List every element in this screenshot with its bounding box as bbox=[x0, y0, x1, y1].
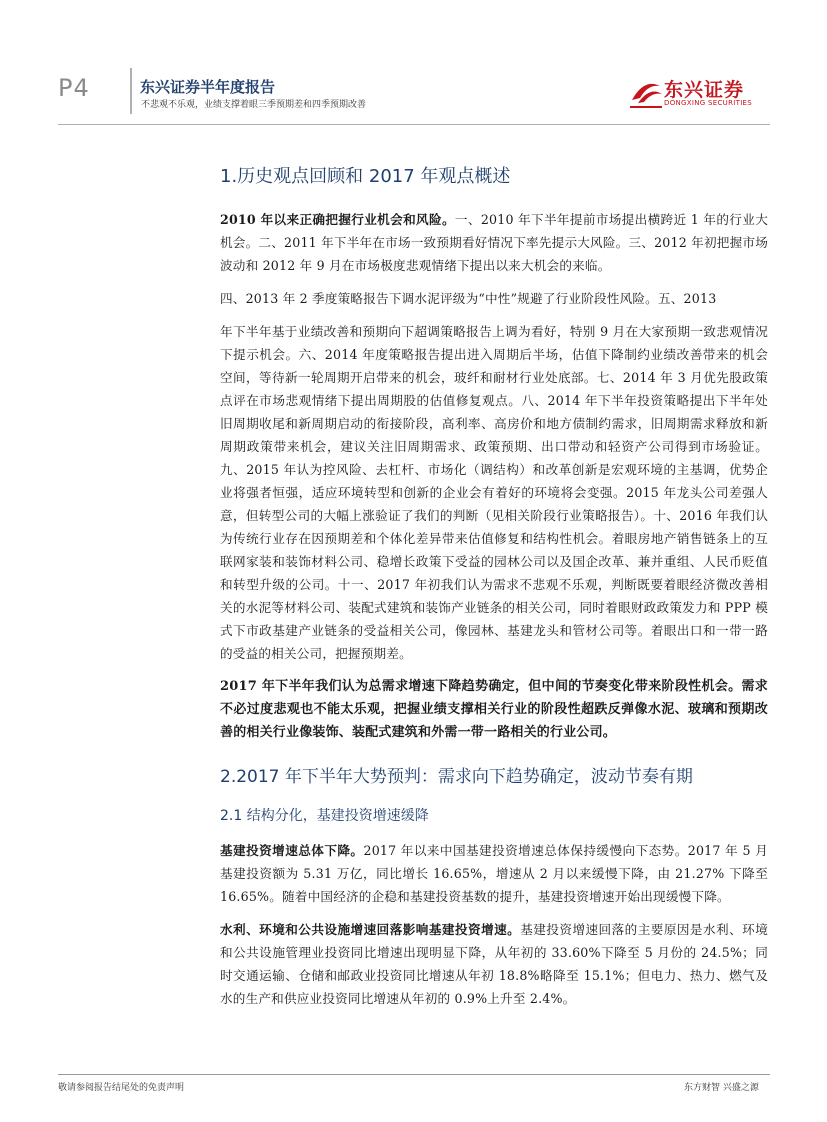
page-number: P4 bbox=[58, 74, 90, 102]
report-title: 东兴证券半年度报告 bbox=[140, 78, 276, 96]
header-rule bbox=[58, 124, 770, 125]
logo-subtext: DONGXING SECURITIES bbox=[664, 99, 753, 107]
section-2-1-heading: 2.1 结构分化，基建投资增速缓降 bbox=[220, 808, 429, 824]
page-header bbox=[0, 0, 827, 130]
paragraph-history-2: 四、2013 年 2 季度策略报告下调水泥评级为“中性”规避了行业阶段性风险。五、2013 bbox=[220, 291, 717, 306]
paragraph-lead: 2010 年以来正确把握行业机会和风险。 bbox=[220, 212, 455, 227]
section-2-heading: 2.2017 年下半年大势预判：需求向下趋势确定，波动节奏有期 bbox=[220, 767, 693, 787]
footer-rule bbox=[58, 1074, 770, 1075]
section-1-heading: 1.历史观点回顾和 2017 年观点概述 bbox=[220, 166, 511, 187]
report-subtitle: 不悲观不乐观，业绩支撑着眼三季预期差和四季预期改善 bbox=[141, 100, 367, 110]
header-divider bbox=[130, 68, 132, 114]
footer-disclaimer: 敬请参阅报告结尾处的免责声明 bbox=[58, 1083, 185, 1093]
footer-slogan: 东方财智 兴盛之源 bbox=[684, 1083, 759, 1093]
paragraph-history-1 bbox=[220, 208, 768, 277]
paragraph-infra-1 bbox=[220, 839, 768, 908]
paragraph-2017-view: 2017 年下半年我们认为总需求增速下降趋势确定，但中间的节奏变化带来阶段性机会。需求不必过度悲观也不能太乐观，把握业绩支撑相关行业的阶段性超跌反弹像水泥、玻璃和预期改善的相关行业像装饰、装配式建筑和外需一带一路相关的行业公司。 bbox=[220, 679, 768, 740]
paragraph-lead: 水利、环境和公共设施增速回落影响基建投资增速。 bbox=[220, 922, 521, 937]
paragraph-lead: 基建投资增速总体下降。 bbox=[220, 843, 364, 858]
logo-text: 东兴证券 bbox=[664, 79, 745, 101]
report-body bbox=[220, 150, 768, 1020]
paragraph-history-3: 年下半年基于业绩改善和预期向下超调策略报告上调为看好，特别 9 月在大家预期一致悲观情况下提示机会。六、2014 年度策略报告提出进入周期后半场，估值下降制约业绩改善带来的机会空间，等待新一轮周期开启带来的机会，玻纤和耐材行业处底部。七、2014 年 3 月优先股政策点评在市场悲观情绪下提出周期股的估值修复观点。八、2014 年下半年投资策略提出下半年处旧周期收尾和新周期启动的衔接阶段，高利率、高房价和地方债制约需求，旧周期需求释放和新周期政策带来机会，建议关注旧周期需求、政策预期、出口带动和轻资产公司得到市场验证。九、2015 年认为控风险、去杠杆、市场化（调结构）和改革创新是宏观环境的主基调，优势企业将强者恒强，适应环境转型和创新的企业会有着好的环境将会变强。2015 年龙头公司差强人意，但转型公司的大幅上涨验证了我们的判断（见相关阶段行业策略报告）。十、2016 年我们认为传统行业存在因预期差和个体化差异带来估值修复和结构性机会。着眼房地产销售链条上的互联网家装和装饰材料公司、稳增长政策下受益的园林公司以及国企改革、兼并重组、人民币贬值和转型升级的公司。十一、2017 年初我们认为需求不悲观不乐观，判断既要着眼经济微改善相关的水泥等材料公司、装配式建筑和装饰产业链条的相关公司，同时着眼财政政策发力和 PPP 模式下市政基建产业链条的受益相关公司，像园林、基建龙头和管材公司等。着眼出口和一带一路的受益的相关公司，把握预期差。 bbox=[220, 324, 768, 661]
paragraph-text: 基建投资增速回落的主要原因是水利、环境和公共设施管理业投资同比增速出现明显下降，从年初的 33.60%下降至 5 月份的 24.5%；同时交通运输、仓储和邮政业投资同比增速从年初 18.8%略降至 15.1%；但电力、热力、燃气及水的生产和供应业投资同比增速从年初的 0.9%上升至 2.4%。 bbox=[220, 922, 768, 1006]
paragraph-text: 2017 年以来中国基建投资增速总体保持缓慢向下态势。2017 年 5 月基建投资额为 5.31 万亿，同比增长 16.65%，增速从 2 月以来缓慢下降，由 21.27% 下降至 16.65%。随着中国经济的企稳和基建投资基数的提升，基建投资增速开始出现缓慢下降。 bbox=[220, 843, 768, 904]
paragraph-infra-2 bbox=[220, 918, 768, 1010]
paragraph-text: 一、2010 年下半年提前市场提出横跨近 1 年的行业大机会。二、2011 年下半年在市场一致预期看好情况下率先提示大风险。三、2012 年初把握市场波动和 2012 年 9 月在市场极度悲观情绪下提出以来大机会的来临。 bbox=[220, 212, 768, 273]
